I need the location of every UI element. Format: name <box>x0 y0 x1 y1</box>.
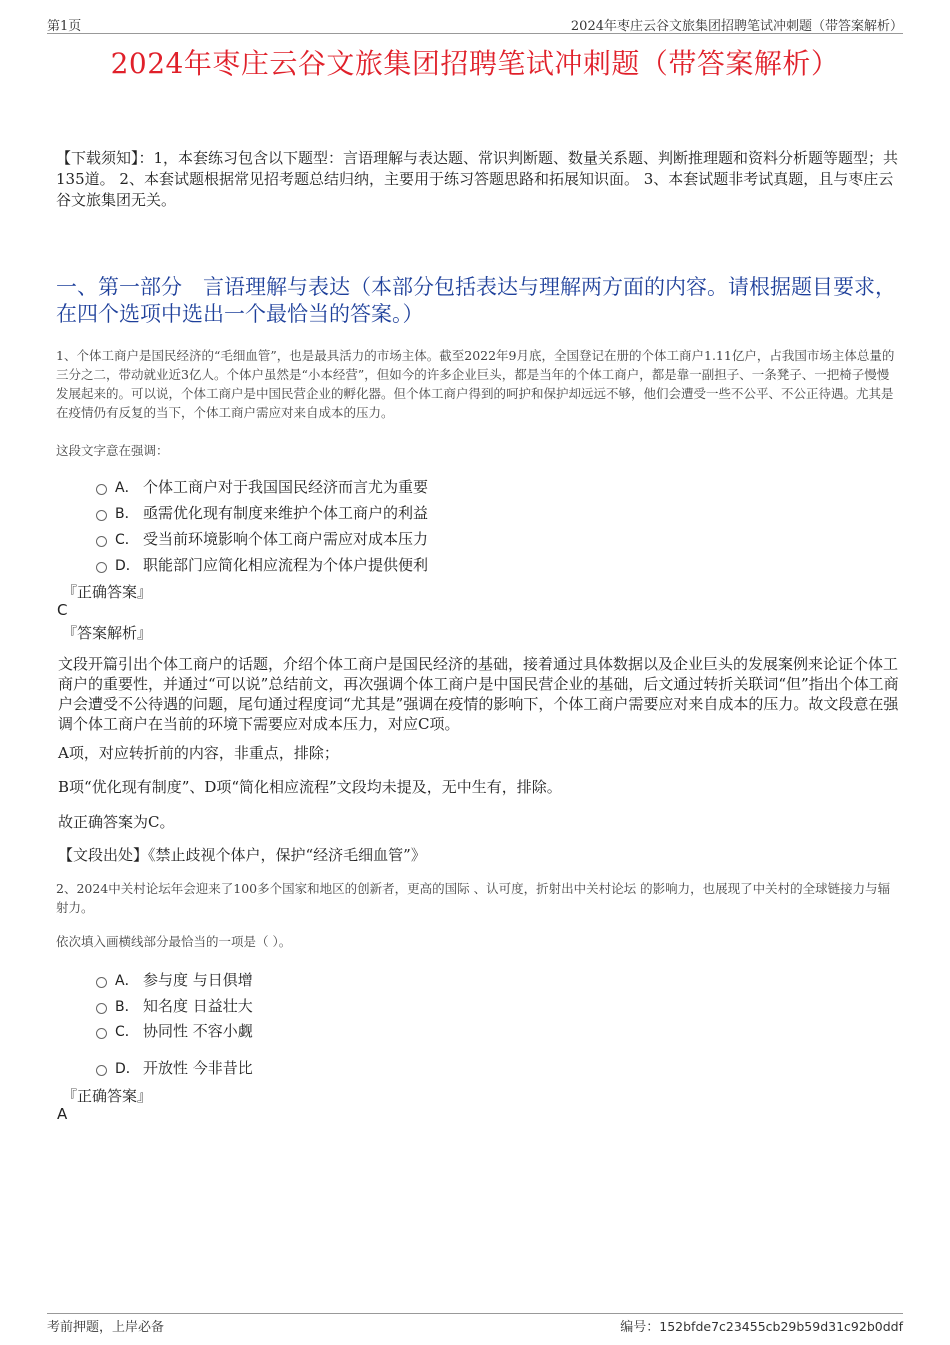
document-title: 2024年枣庄云谷文旅集团招聘笔试冲刺题（带答案解析） <box>110 47 840 80</box>
question-2-option-c[interactable]: C． 协同性 不容小觑 <box>96 1020 253 1040</box>
question-2-text: 2、2024中关村论坛年会迎来了100多个国家和地区的创新者，更高的国际 、认可度，折射出中关村论坛 的影响力，也展现了中关村的全球链接力与辐射力。 <box>56 881 891 915</box>
question-2-option-b[interactable]: B． 知名度 日益壮大 <box>96 995 253 1015</box>
question-1-analysis-a: A项，对应转折前的内容，非重点，排除； <box>58 744 339 762</box>
question-1-answer: C <box>57 601 68 619</box>
question-1-answer-label: 『正确答案』 <box>62 583 153 601</box>
question-1-analysis-label: 『答案解析』 <box>62 624 153 642</box>
question-1-option-c[interactable]: C． 受当前环境影响个体工商户需应对成本压力 <box>96 528 428 548</box>
header-doc-title: 2024年枣庄云谷文旅集团招聘笔试冲刺题（带答案解析） <box>570 19 903 34</box>
question-2-option-a[interactable]: A． 参与度 与日俱增 <box>96 969 253 989</box>
page-header <box>47 13 903 34</box>
radio-icon[interactable] <box>96 1065 107 1076</box>
page-number: 第1页 <box>47 19 82 34</box>
question-2-prompt: 依次填入画横线部分最恰当的一项是（ ）。 <box>56 934 292 949</box>
question-1-source: 【文段出处】《禁止歧视个体户，保护“经济毛细血管”》 <box>58 846 426 864</box>
question-1-conclusion: 故正确答案为C。 <box>58 813 175 831</box>
question-1-analysis-bd: B项“优化现有制度”、D项“简化相应流程”文段均未提及，无中生有，排除。 <box>58 778 562 796</box>
radio-icon[interactable] <box>96 562 107 573</box>
radio-icon[interactable] <box>96 484 107 495</box>
question-1-text: 1、个体工商户是国民经济的“毛细血管”，也是最具活力的市场主体。截至2022年9月底，全国登记在册的个体工商户1.11亿户，占我国市场主体总量的三分之二，带动就业近3亿人。个体户虽然是“小本经营”，但如今的许多企业巨头，都是当年的个体工商户，都是靠一副担子、一条凳子、一把椅子慢慢发展起来的。可以说，个体工商户是中国民营企业的孵化器。但个体工商户得到的呵护和保护却远远不够，他们会遭受一些不公平、不公正待遇。尤其是在疫情仍有反复的当下，个体工商户需应对来自成本的压力。 <box>56 348 895 420</box>
question-2-answer: A <box>57 1105 68 1123</box>
section-heading: 一、第一部分 言语理解与表达（本部分包括表达与理解两方面的内容。请根据题目要求，在四个选项中选出一个最恰当的答案。） <box>56 275 896 326</box>
question-1-option-a[interactable]: A． 个体工商户对于我国国民经济而言尤为重要 <box>96 476 428 496</box>
question-1-prompt: 这段文字意在强调： <box>56 443 169 458</box>
radio-icon[interactable] <box>96 536 107 547</box>
radio-icon[interactable] <box>96 510 107 521</box>
question-1-option-d[interactable]: D． 职能部门应简化相应流程为个体户提供便利 <box>96 554 428 574</box>
radio-icon[interactable] <box>96 977 107 988</box>
question-2-answer-label: 『正确答案』 <box>62 1087 153 1105</box>
radio-icon[interactable] <box>96 1003 107 1014</box>
question-1-option-b[interactable]: B． 亟需优化现有制度来维护个体工商户的利益 <box>96 502 428 522</box>
footer-code: 编号：152bfde7c23455cb29b59d31c92b0ddf <box>620 1319 903 1335</box>
question-1-analysis: 文段开篇引出个体工商户的话题，介绍个体工商户是国民经济的基础，接着通过具体数据以及企业巨头的发展案例来论证个体工商户的重要性，并通过“可以说”总结前文，再次强调个体工商户是中国民营企业的基础，后文通过转折关联词“但”指出个体工商户会遭受不公待遇的问题，尾句通过程度词“尤其是”强调在疫情的影响下，个体工商户需要应对来自成本的压力。故文段意在强调个体工商户在当前的环境下需要应对成本压力，对应C项。 <box>58 655 899 733</box>
download-notice: 【下载须知】：1，本套练习包含以下题型：言语理解与表达题、常识判断题、数量关系题、判断推理题和资料分析题等题型；共135道。 2、本套试题根据常见招考题总结归纳，主要用于练习答题思路和拓展知识面。 3、本套试题非考试真题，且与枣庄云谷文旅集团无关。 <box>56 149 899 209</box>
question-2-option-d[interactable]: D． 开放性 今非昔比 <box>96 1057 253 1077</box>
page-footer <box>47 1313 903 1336</box>
footer-slogan: 考前押题，上岸必备 <box>47 1320 165 1335</box>
radio-icon[interactable] <box>96 1028 107 1039</box>
